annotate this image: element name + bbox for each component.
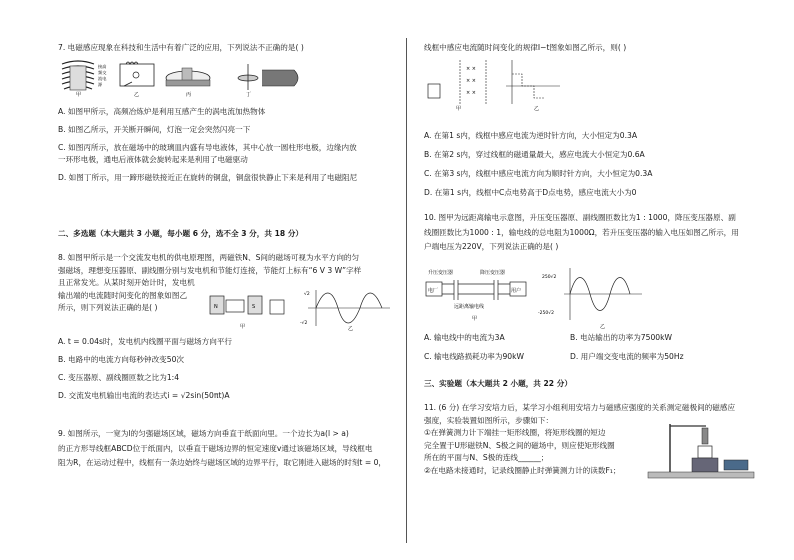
q7-option-b: B. 如图乙所示，开关断开瞬间，灯泡一定会突然闪亮一下	[58, 125, 251, 134]
svg-text:升压变压器: 升压变压器	[428, 270, 454, 276]
svg-text:乙: 乙	[348, 326, 354, 332]
q11-apparatus-figure	[640, 420, 760, 484]
voltage-graph	[538, 268, 642, 330]
svg-text:× ×: × ×	[466, 78, 476, 84]
q7-stem: 7. 电磁感应现象在科技和生活中有着广泛的应用，下列说法不正确的是( )	[58, 43, 304, 52]
svg-text:流电: 流电	[98, 76, 107, 81]
q10-option-c: C. 输电线路损耗功率为90kW	[424, 352, 525, 361]
q10-line-2: 线圈匝数比为1000 : 1，输电线的总电阻为1000Ω，若升压变压器的输入电压如图乙所示，用	[424, 227, 739, 237]
svg-text:乙: 乙	[134, 92, 140, 98]
q8-line-2: 强磁场，理想变压器原、副线圈分别与发电机和节能灯连接，节能灯上标有“6 V 3 W”字样	[58, 265, 362, 275]
q9-figure	[424, 56, 564, 112]
q7-option-a: A. 如图甲所示，高频冶炼炉是利用互感产生的涡电流加热物体	[58, 107, 266, 116]
q8-line-3: 且正常发光。从某时刻开始计时，发电机	[58, 278, 195, 287]
column-divider	[406, 38, 407, 543]
svg-text:-250√2: -250√2	[538, 311, 554, 316]
svg-text:源: 源	[98, 82, 103, 87]
q8-figure	[208, 286, 396, 332]
furnace-figure	[62, 61, 107, 98]
q11-line-4: 完全置于U形磁铁N、S极之间的磁场中，则应使矩形线圈	[424, 440, 615, 450]
svg-text:甲: 甲	[240, 324, 246, 330]
svg-text:× ×: × ×	[466, 66, 476, 72]
svg-text:乙: 乙	[534, 106, 540, 112]
right-column	[424, 42, 760, 475]
svg-text:甲: 甲	[456, 106, 462, 112]
svg-text:丁: 丁	[246, 92, 252, 98]
q11-line-3: ①在弹簧测力计下端挂一矩形线圈，将矩形线圈的短边	[424, 428, 606, 437]
q7-option-c: C. 如图丙所示，放在磁场中的玻璃皿内盛有导电液体，其中心放一圆柱形电极，边缘内放	[58, 143, 357, 152]
svg-text:N: N	[214, 304, 218, 310]
q10-figure	[424, 264, 644, 330]
svg-text:× ×: × ×	[466, 90, 476, 96]
q10-line-3: 户端电压为220V，下列说法正确的是( )	[424, 242, 559, 251]
q11-line-6: ②在电路未接通时，记录线圈静止时弹簧测力计的读数F₁；	[424, 465, 621, 475]
furnace-label-1: 接高	[98, 64, 107, 69]
it-graph	[506, 60, 560, 112]
q11-line-5: 所在的平面与N、S极的连线______；	[424, 453, 549, 462]
q7-figure	[58, 56, 308, 98]
q8-line-4: 输出端的电流随时间变化的图象如图乙	[58, 290, 188, 300]
q10-option-a: A. 输电线中的电流为3A	[424, 333, 505, 342]
q9-line-3: 阻为R，在运动过程中，线框有一条边始终与磁场区域的边界平行，取它刚进入磁场的时刻t = 0，	[58, 458, 387, 467]
q8-option-a: A. t = 0.04s时，发电机内线圈平面与磁场方向平行	[58, 337, 233, 346]
q10-option-b: B. 电站输出的功率为7500kW	[570, 333, 673, 342]
dish-figure	[166, 68, 210, 98]
svg-text:乙: 乙	[600, 324, 606, 330]
svg-text:甲: 甲	[472, 316, 478, 322]
q7-option-d: D. 如图丁所示，用一蹄形磁铁接近正在旋转的铜盘，铜盘很快静止下来是利用了电磁阻尼	[58, 173, 358, 182]
q9-option-b: B. 在第2 s内，穿过线框的磁通量最大，感应电流大小恒定为0.6A	[424, 150, 645, 159]
fig-label-jia: 甲	[76, 92, 82, 98]
q8-option-b: B. 电路中的电流方向每秒钟改变50次	[58, 355, 185, 364]
q11-line-2: 强度，实验装置如图所示，步骤如下：	[424, 415, 554, 425]
q10-line-1: 10. 图甲为远距离输电示意图，升压变压器原、副线圈匝数比为1 : 1000，降压变压器原、副	[424, 213, 736, 222]
svg-text:丙: 丙	[186, 92, 192, 98]
generator-figure	[210, 296, 284, 330]
q7-option-c-cont: 一环形电极，通电后液体就会旋转起来是利用了电磁驱动	[58, 155, 248, 164]
copper-disc-figure	[238, 64, 298, 98]
current-graph	[300, 290, 390, 332]
q9-line-2: 的正方形导线框ABCD位于纸面内，以垂直于磁场边界的恒定速度v通过该磁场区域，导线框电	[58, 443, 373, 453]
q8-line-5: 所示，则下列说法正确的是( )	[58, 303, 158, 312]
q9-option-c: C. 在第3 s内，线框中感应电流方向为顺时针方向，大小恒定为0.3A	[424, 169, 653, 178]
q9-continuation: 线框中感应电流随时间变化的规律I−t图象如图乙所示，则( )	[424, 43, 627, 52]
frame-field-figure	[428, 60, 486, 112]
left-column	[58, 42, 396, 467]
svg-text:频交: 频交	[98, 70, 107, 75]
inductor-circuit-figure	[120, 62, 154, 98]
section-2-heading: 二、多选题（本大题共 3 小题，每小题 6 分，选不全 3 分，共 18 分）	[58, 229, 304, 238]
q10-option-d: D. 用户端交变电流的频率为50Hz	[570, 352, 684, 361]
svg-text:电厂: 电厂	[428, 288, 439, 294]
q8-option-d: D. 交流发电机输出电流的表达式i = √2sin(50πt)A	[58, 391, 230, 400]
q11-line-1: 11. (6 分) 在学习安培力后，某学习小组利用安培力与磁感应强度的关系测定磁极间的磁感应	[424, 403, 736, 412]
q8-line-1: 8. 如图甲所示是一个交流发电机的供电原理图，两磁铁N、S间的磁场可视为水平方向的匀	[58, 253, 360, 262]
svg-text:√2: √2	[304, 292, 310, 297]
transmission-diagram	[426, 269, 526, 322]
svg-text:250√2: 250√2	[542, 275, 557, 280]
svg-text:-√2: -√2	[300, 321, 308, 326]
svg-text:远距离输电线: 远距离输电线	[454, 304, 485, 310]
q9-option-d: D. 在第1 s内，线框中C点电势高于D点电势，感应电流大小为0	[424, 188, 637, 197]
q9-option-a: A. 在第1 s内，线框中感应电流为逆时针方向，大小恒定为0.3A	[424, 131, 638, 140]
svg-text:用户: 用户	[511, 288, 522, 294]
svg-text:降压变压器: 降压变压器	[480, 270, 506, 276]
q9-line-1: 9. 如图所示，一宽为l的匀强磁场区域，磁场方向垂直于纸面向里。一个边长为a(l > a)	[58, 429, 349, 438]
q8-option-c: C. 变压器原、副线圈匝数之比为1:4	[58, 373, 180, 382]
section-3-heading: 三、实验题（本大题共 2 小题，共 22 分）	[424, 379, 572, 388]
svg-text:S: S	[252, 304, 256, 310]
